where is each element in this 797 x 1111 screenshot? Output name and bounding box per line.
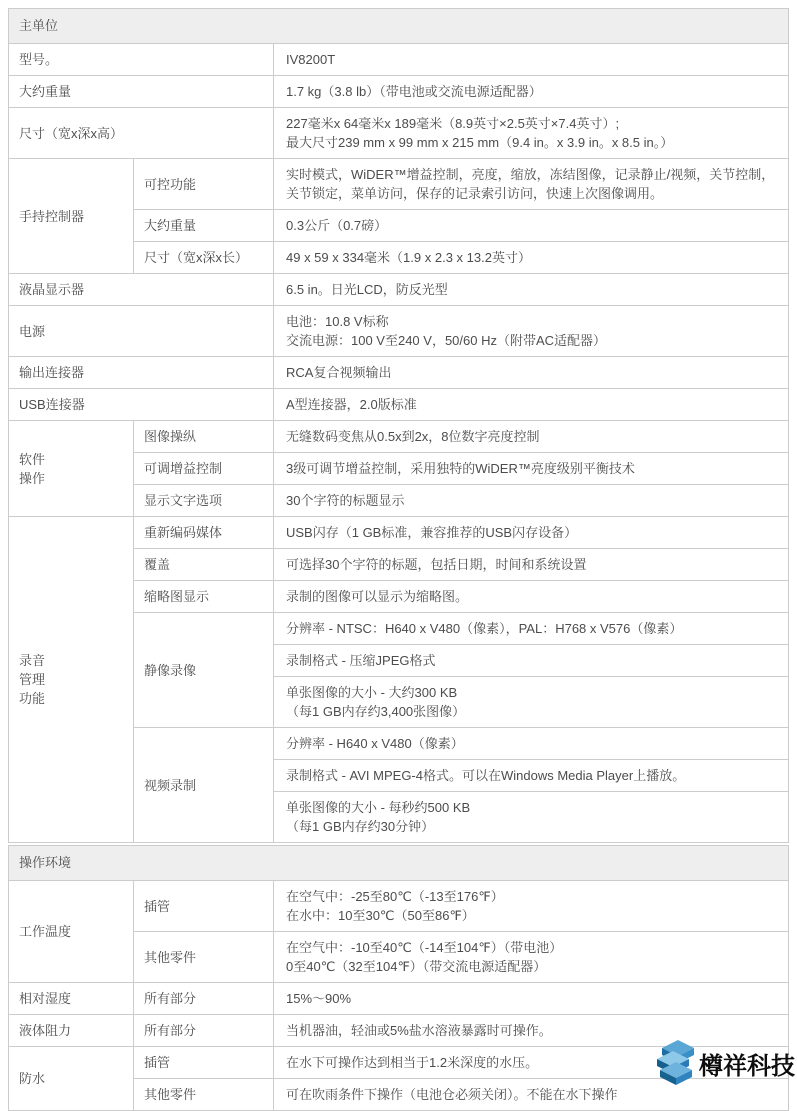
spec-value: 在空气中：-10至40℃（-14至104℉）（带电池） 0至40℃（32至104℉）（带交流电源适配器） bbox=[286, 940, 563, 974]
spec-row-controller-weight bbox=[134, 210, 788, 242]
spec-value: 可在吹雨条件下操作（电池仓必须关闭）。不能在水下操作 bbox=[286, 1087, 618, 1102]
spec-sublabel: 尺寸（宽x深x长） bbox=[134, 242, 274, 273]
spec-sublabel: 缩略图显示 bbox=[134, 581, 274, 612]
spec-value: 当机器油，轻油或5%盐水溶液暴露时可操作。 bbox=[286, 1023, 552, 1038]
section-title: 操作环境 bbox=[19, 855, 72, 870]
spec-row-video-resolution bbox=[274, 728, 788, 760]
group-label: 防水 bbox=[9, 1047, 134, 1110]
spec-label: 液晶显示器 bbox=[9, 274, 274, 305]
spec-value: A型连接器，2.0版标准 bbox=[286, 397, 417, 412]
spec-sublabel: 显示文字选项 bbox=[134, 485, 274, 516]
logo-text: 樽祥科技 bbox=[699, 1052, 795, 1080]
section-header-operating-env bbox=[9, 846, 788, 881]
spec-sublabel: 所有部分 bbox=[134, 983, 274, 1014]
spec-row-overlay bbox=[134, 549, 788, 581]
spec-value: 在水下可操作达到相当于1.2米深度的水压。 bbox=[286, 1055, 539, 1070]
spec-value: 单张图像的大小 - 每秒约500 KB （每1 GB内存约30分钟） bbox=[286, 800, 471, 834]
group-sublabel: 视频录制 bbox=[134, 728, 274, 842]
spec-row-dimensions bbox=[9, 108, 788, 159]
spec-row-temp-insertion-tube bbox=[134, 881, 788, 932]
spec-row-image-manipulation bbox=[134, 421, 788, 453]
spec-sublabel: 图像操纵 bbox=[134, 421, 274, 452]
stacked-cubes-icon bbox=[655, 1040, 697, 1086]
group-label: 手持控制器 bbox=[9, 159, 134, 273]
spec-row-humidity bbox=[134, 983, 788, 1014]
spec-label: 尺寸（宽x深x高） bbox=[9, 108, 274, 158]
spec-sublabel: 所有部分 bbox=[134, 1015, 274, 1046]
spec-value: 分辨率 - NTSC：H640 x V480（像素），PAL：H768 x V576（像素） bbox=[286, 621, 683, 636]
spec-row-model bbox=[9, 44, 788, 76]
spec-value: 录制的图像可以显示为缩略图。 bbox=[286, 589, 469, 604]
spec-sublabel: 可调增益控制 bbox=[134, 453, 274, 484]
spec-value: 30个字符的标题显示 bbox=[286, 493, 405, 508]
spec-sublabel: 其他零件 bbox=[134, 1079, 274, 1110]
spec-row-video-size bbox=[274, 792, 788, 842]
spec-value: 1.7 kg（3.8 lb）（带电池或交流电源适配器） bbox=[286, 84, 542, 99]
nested-group-still-recording bbox=[134, 613, 788, 728]
spec-row-thumbnail-display bbox=[134, 581, 788, 613]
spec-value: 3级可调节增益控制，采用独特的WiDER™亮度级别平衡技术 bbox=[286, 461, 635, 476]
spec-row-display-text-option bbox=[134, 485, 788, 516]
spec-value: 录制格式 - AVI MPEG-4格式。可以在Windows Media Player上播放。 bbox=[286, 768, 686, 783]
spec-value: 单张图像的大小 - 大约300 KB （每1 GB内存约3,400张图像） bbox=[286, 685, 466, 719]
spec-value: 电池：10.8 V标称 交流电源：100 V至240 V，50/60 Hz（附带AC适配器） bbox=[286, 314, 607, 348]
spec-row-still-resolution bbox=[274, 613, 788, 645]
spec-sublabel: 插管 bbox=[134, 1047, 274, 1078]
spec-value: 0.3公斤（0.7磅） bbox=[286, 218, 388, 233]
spec-value: 在空气中：-25至80℃（-13至176℉） 在水中：10至30℃（50至86℉） bbox=[286, 889, 504, 923]
spec-row-temp-other-parts bbox=[134, 932, 788, 982]
spec-row-weight bbox=[9, 76, 788, 108]
section-title: 主单位 bbox=[19, 18, 59, 33]
spec-value: 227毫米x 64毫米x 189毫米（8.9英寸×2.5英寸×7.4英寸）; 最大尺寸239 mm x 99 mm x 215 mm（9.4 in。x 3.9 in。x 8.5 in。） bbox=[286, 116, 674, 150]
spec-value: USB闪存（1 GB标准，兼容推荐的USB闪存设备） bbox=[286, 525, 578, 540]
group-row-recording-management bbox=[9, 517, 788, 842]
group-label: 软件 操作 bbox=[9, 421, 134, 516]
group-label: 液体阻力 bbox=[9, 1015, 134, 1046]
group-label: 相对湿度 bbox=[9, 983, 134, 1014]
nested-group-video-recording bbox=[134, 728, 788, 842]
spec-sublabel: 覆盖 bbox=[134, 549, 274, 580]
spec-label: USB连接器 bbox=[9, 389, 274, 420]
spec-label: 输出连接器 bbox=[9, 357, 274, 388]
group-label: 工作温度 bbox=[9, 881, 134, 982]
spec-value: 49 x 59 x 334毫米（1.9 x 2.3 x 13.2英寸） bbox=[286, 250, 531, 265]
group-row-operating-temperature bbox=[9, 881, 788, 983]
spec-value: 分辨率 - H640 x V480（像素） bbox=[286, 736, 464, 751]
spec-value: IV8200T bbox=[286, 52, 336, 67]
vendor-watermark-logo bbox=[655, 1040, 795, 1086]
spec-row-controllable-functions bbox=[134, 159, 788, 210]
spec-row-power bbox=[9, 306, 788, 357]
spec-sublabel: 插管 bbox=[134, 881, 274, 931]
spec-sublabel: 大约重量 bbox=[134, 210, 274, 241]
spec-row-adjustable-gain bbox=[134, 453, 788, 485]
section-header-main-unit bbox=[9, 9, 788, 44]
group-sublabel: 静像录像 bbox=[134, 613, 274, 727]
spec-value: 6.5 in。日光LCD，防反光型 bbox=[286, 282, 448, 297]
spec-label: 电源 bbox=[9, 306, 274, 356]
spec-row-recording-media bbox=[134, 517, 788, 549]
spec-sublabel: 其他零件 bbox=[134, 932, 274, 982]
main-unit-spec-table bbox=[8, 8, 789, 843]
spec-value: 实时模式，WiDER™增益控制，亮度，缩放，冻结图像，记录静止/视频，关节控制，关节锁定，菜单访问，保存的记录索引访问，快速上次图像调用。 bbox=[286, 167, 775, 201]
spec-row-usb-connector bbox=[9, 389, 788, 421]
spec-row-output-connector bbox=[9, 357, 788, 389]
group-row-handheld-controller bbox=[9, 159, 788, 274]
spec-row-video-format bbox=[274, 760, 788, 792]
spec-sublabel: 重新编码媒体 bbox=[134, 517, 274, 548]
spec-row-still-size bbox=[274, 677, 788, 727]
group-label: 录音 管理 功能 bbox=[9, 517, 134, 842]
spec-value: 可选择30个字符的标题，包括日期，时间和系统设置 bbox=[286, 557, 587, 572]
spec-sublabel: 可控功能 bbox=[134, 159, 274, 209]
spec-row-lcd bbox=[9, 274, 788, 306]
spec-row-still-format bbox=[274, 645, 788, 677]
spec-row-controller-dimensions bbox=[134, 242, 788, 273]
spec-value: 录制格式 - 压缩JPEG格式 bbox=[286, 653, 436, 668]
spec-label: 型号。 bbox=[9, 44, 274, 75]
spec-label: 大约重量 bbox=[9, 76, 274, 107]
group-row-relative-humidity bbox=[9, 983, 788, 1015]
spec-value: 15%～90% bbox=[286, 991, 352, 1006]
spec-value: 无缝数码变焦从0.5x到2x，8位数字亮度控制 bbox=[286, 429, 540, 444]
spec-value: RCA复合视频输出 bbox=[286, 365, 392, 380]
group-row-software-operation bbox=[9, 421, 788, 517]
